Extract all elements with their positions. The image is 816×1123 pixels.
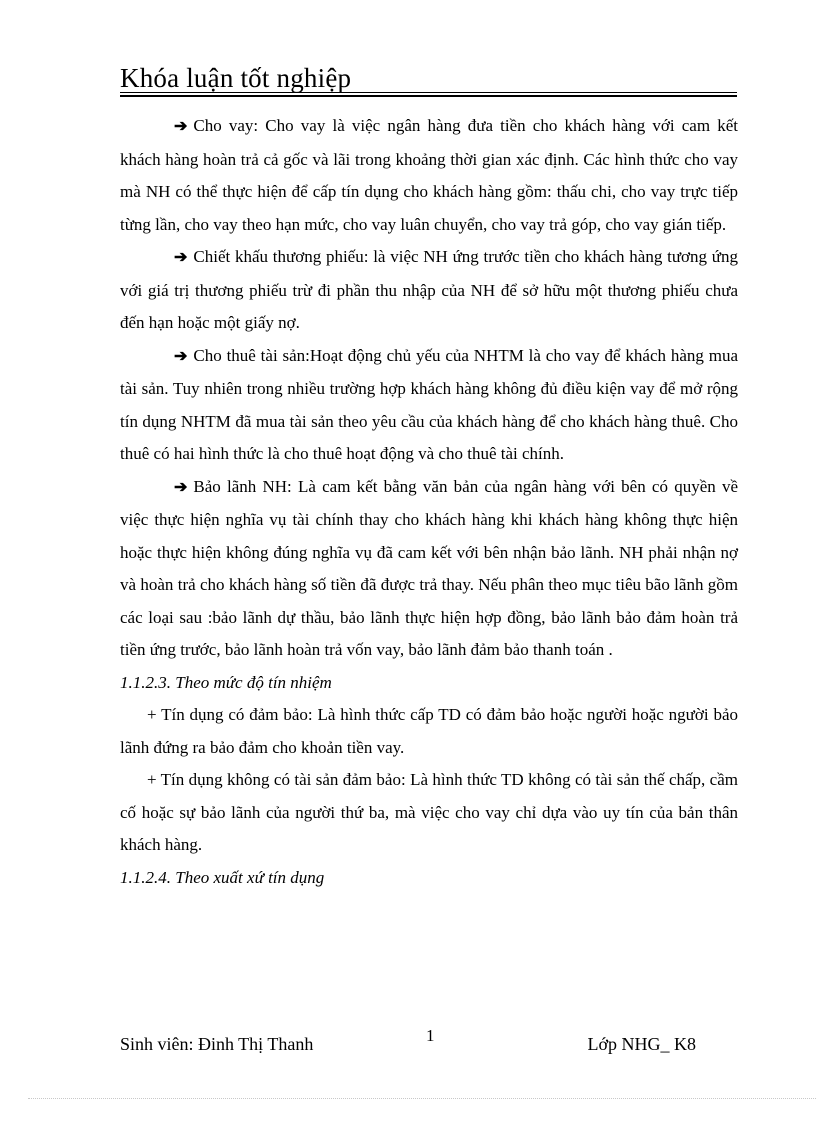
paragraph-cho-vay — [120, 110, 738, 241]
footer-student: Sinh viên: Đinh Thị Thanh — [120, 1034, 314, 1054]
paragraph-tin-dung-co-dam-bao: + Tín dụng có đảm bảo: Là hình thức cấp TD có đảm bảo hoặc người hoặc người bảo lãnh đứng ra bảo đảm cho khoản tiền vay. — [120, 705, 738, 757]
bottom-dotted-divider — [28, 1098, 816, 1099]
header-title: Khóa luận tốt nghiệp — [120, 63, 352, 93]
arrow-right-icon: ➔ — [174, 118, 188, 135]
document-body — [120, 110, 738, 894]
paragraph-text: Chiết khấu thương phiếu: là việc NH ứng trước tiền cho khách hàng tương ứng với giá trị thương phiếu trừ đi phần thu nhập của NH để sở hữu một thương phiếu chưa đến hạn hoặc một giấy nợ. — [120, 247, 738, 332]
arrow-right-icon: ➔ — [174, 347, 188, 365]
paragraph-text: Cho thuê tài sản:Hoạt động chủ yếu của NHTM là cho vay để khách hàng mua tài sản. Tuy nhiên trong nhiều trường hợp khách hàng không đủ điều kiện vay để mở rộng tín dụng NHTM đã mua tài sản theo yêu cầu của khách hàng để cho khách hàng thuê. Cho thuê có hai hình thức là cho thuê hoạt động và cho thuê tài chính. — [120, 345, 738, 463]
paragraph-tin-dung-khong-tai-san: + Tín dụng không có tài sản đảm bảo: Là hình thức TD không có tài sản thế chấp, cầm cố hoặc sự bảo lãnh của người thứ ba, mà việc cho vay chỉ dựa vào uy tín của bản thân khách hàng. — [120, 770, 738, 854]
paragraph-bao-lanh — [120, 471, 738, 667]
section-heading-1-1-2-3: 1.1.2.3. Theo mức độ tín nhiệm — [120, 672, 332, 692]
footer-class: Lớp NHG_ K8 — [587, 1034, 696, 1054]
paragraph-text: Cho vay: Cho vay là việc ngân hàng đưa tiền cho khách hàng với cam kết khách hàng hoàn trả cả gốc và lãi trong khoảng thời gian xác định. Các hình thức cho vay mà NH có thể thực hiện để cấp tín dụng cho khách hàng gồm: thấu chi, cho vay trực tiếp từng lần, cho vay theo hạn mức, cho vay luân chuyển, cho vay trả góp, cho vay gián tiếp. — [120, 116, 738, 234]
arrow-right-icon: ➔ — [174, 478, 188, 496]
paragraph-text: Bảo lãnh NH: Là cam kết bằng văn bản của ngân hàng với bên có quyền về việc thực hiện nghĩa vụ tài chính thay cho khách hàng khi khách hàng không thực hiện hoặc thực hiện không đúng nghĩa vụ đã cam kết với bên nhận bảo lãnh. NH phải nhận nợ và hoàn trả cho khách hàng số tiền đã được trả thay. Nếu phân theo mục tiêu bão lãnh gồm các loại sau :bảo lãnh dự thầu, bảo lãnh thực hiện hợp đồng, bảo lãnh bảo đảm hoàn trả tiền ứng trước, bảo lãnh hoàn trả vốn vay, bảo lãnh đảm bảo thanh toán . — [120, 476, 738, 659]
header-rule-thick — [120, 95, 737, 97]
header-rule-thin — [120, 92, 737, 93]
section-heading-1-1-2-4: 1.1.2.4. Theo xuất xứ tín dụng — [120, 867, 325, 887]
arrow-right-icon: ➔ — [174, 249, 188, 266]
page-number: 1 — [426, 1026, 435, 1045]
paragraph-cho-thue — [120, 340, 738, 471]
paragraph-chiet-khau — [120, 241, 738, 340]
